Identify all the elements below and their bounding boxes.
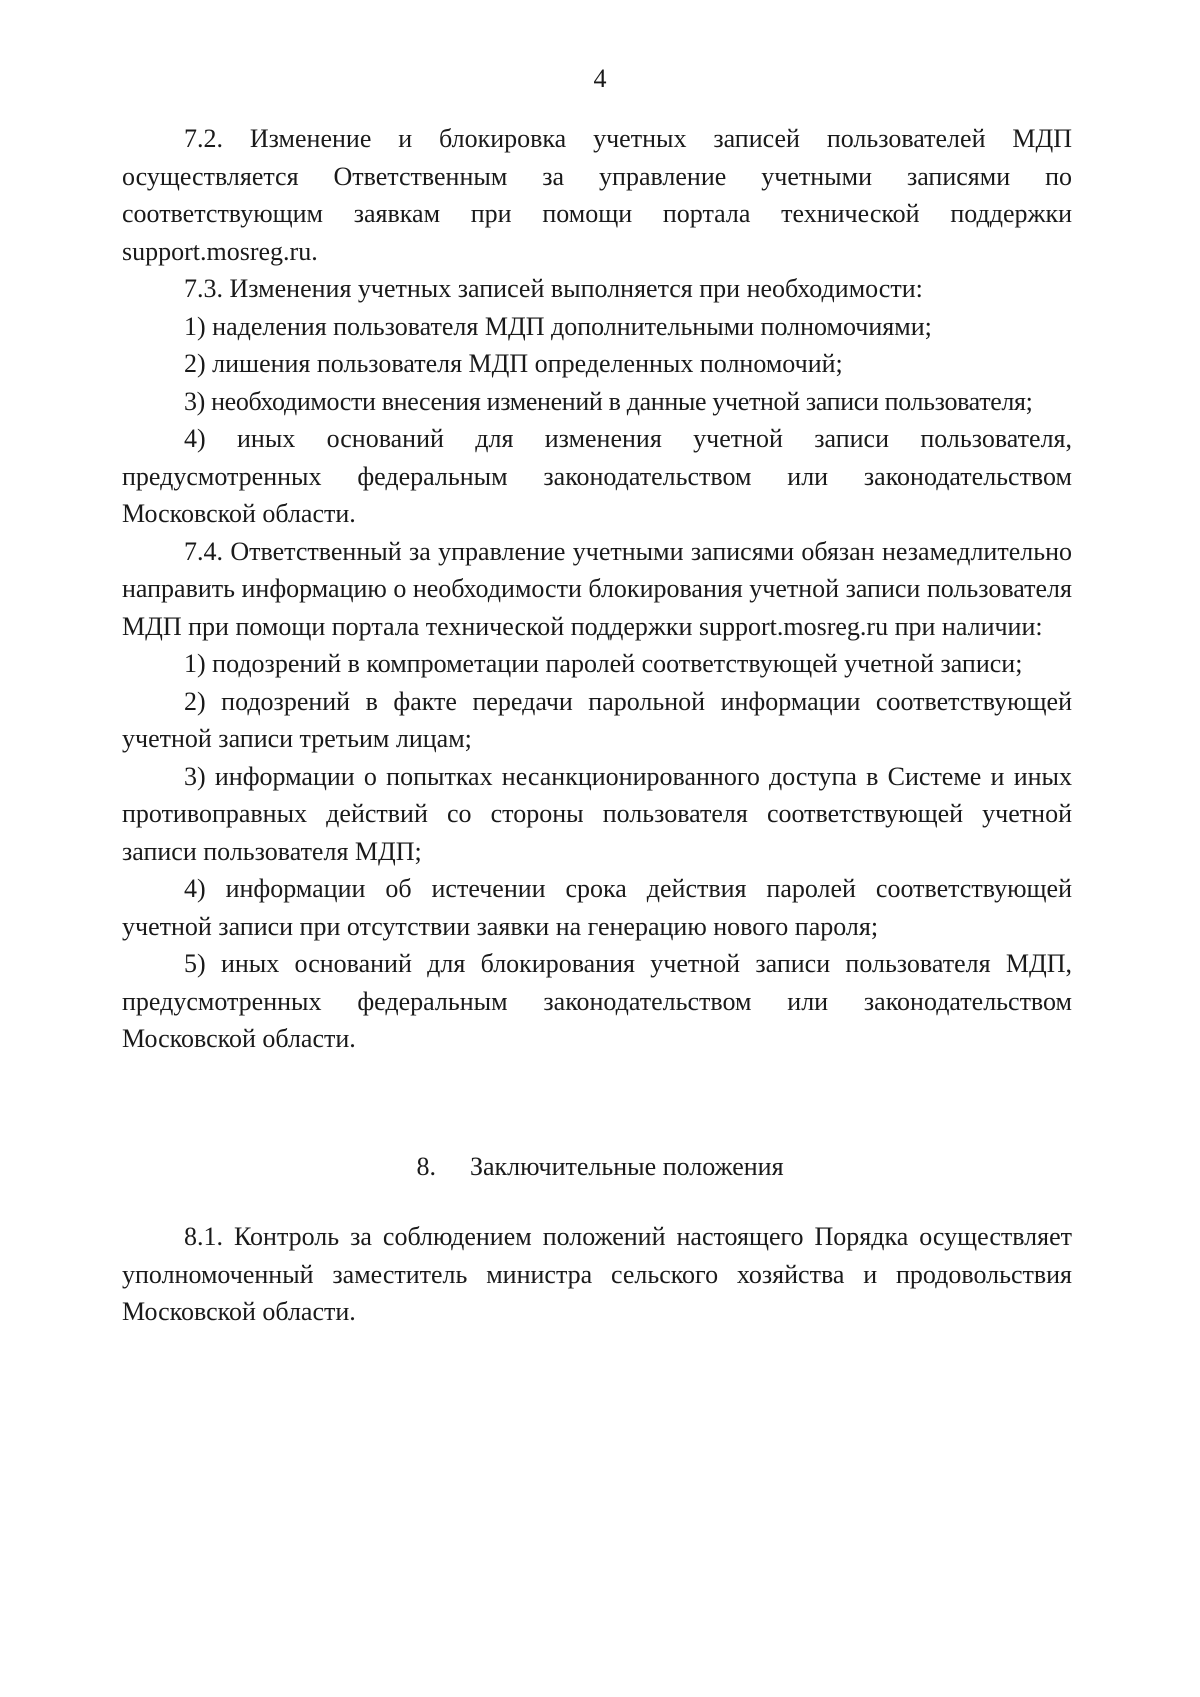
list-item-7-4-4: 4) информации об истечении срока действия паролей соответствующей учетной записи при отсутствии заявки на генерацию нового пароля;: [122, 874, 1072, 941]
section-8-body: [122, 1218, 1072, 1331]
section-number: 8.: [416, 1152, 436, 1181]
list-item-7-4-5: 5) иных оснований для блокирования учетной записи пользователя МДП, предусмотренных федеральным законодательством или законодательством Московской области.: [122, 949, 1072, 1053]
list-item-7-4-3: 3) информации о попытках несанкционированного доступа в Системе и иных противоправных действий со стороны пользователя соответствующей учетной записи пользователя МДП;: [122, 761, 1072, 866]
section-heading: [0, 1148, 1200, 1186]
list-item-7-4-2: 2) подозрений в факте передачи парольной информации соответствующей учетной записи третьим лицам;: [122, 686, 1072, 753]
list-item-7-3-4: 4) иных оснований для изменения учетной записи пользователя, предусмотренных федеральным законодательством или законодательством Московской области.: [122, 424, 1072, 528]
document-body: [122, 120, 1072, 1058]
paragraph-7-3: 7.3. Изменения учетных записей выполняется при необходимости:: [184, 274, 923, 303]
paragraph-7-4: 7.4. Ответственный за управление учетными записями обязан незамедлительно направить информацию о необходимости блокирования учетной записи пользователя МДП при помощи портала технической поддержки support.mosreg.ru при наличии:: [122, 536, 1072, 641]
list-item-7-3-3: 3) необходимости внесения изменений в данные учетной записи пользователя;: [184, 386, 1033, 416]
paragraph-7-2: 7.2. Изменение и блокировка учетных записей пользователей МДП осуществляется Ответственным за управление учетными записями по соответствующим заявкам при помощи портала технической поддержки support.mosreg.ru.: [122, 124, 1072, 266]
list-item-7-4-1: 1) подозрений в компрометации паролей соответствующей учетной записи;: [184, 649, 1023, 678]
page-number: 4: [593, 64, 607, 93]
list-item-7-3-1: 1) наделения пользователя МДП дополнительными полномочиями;: [184, 311, 932, 341]
paragraph-8-1: 8.1. Контроль за соблюдением положений настоящего Порядка осуществляет уполномоченный заместитель министра сельского хозяйства и продовольствия Московской области.: [122, 1222, 1072, 1326]
section-title: Заключительные положения: [469, 1152, 784, 1181]
list-item-7-3-2: 2) лишения пользователя МДП определенных полномочий;: [184, 349, 843, 378]
